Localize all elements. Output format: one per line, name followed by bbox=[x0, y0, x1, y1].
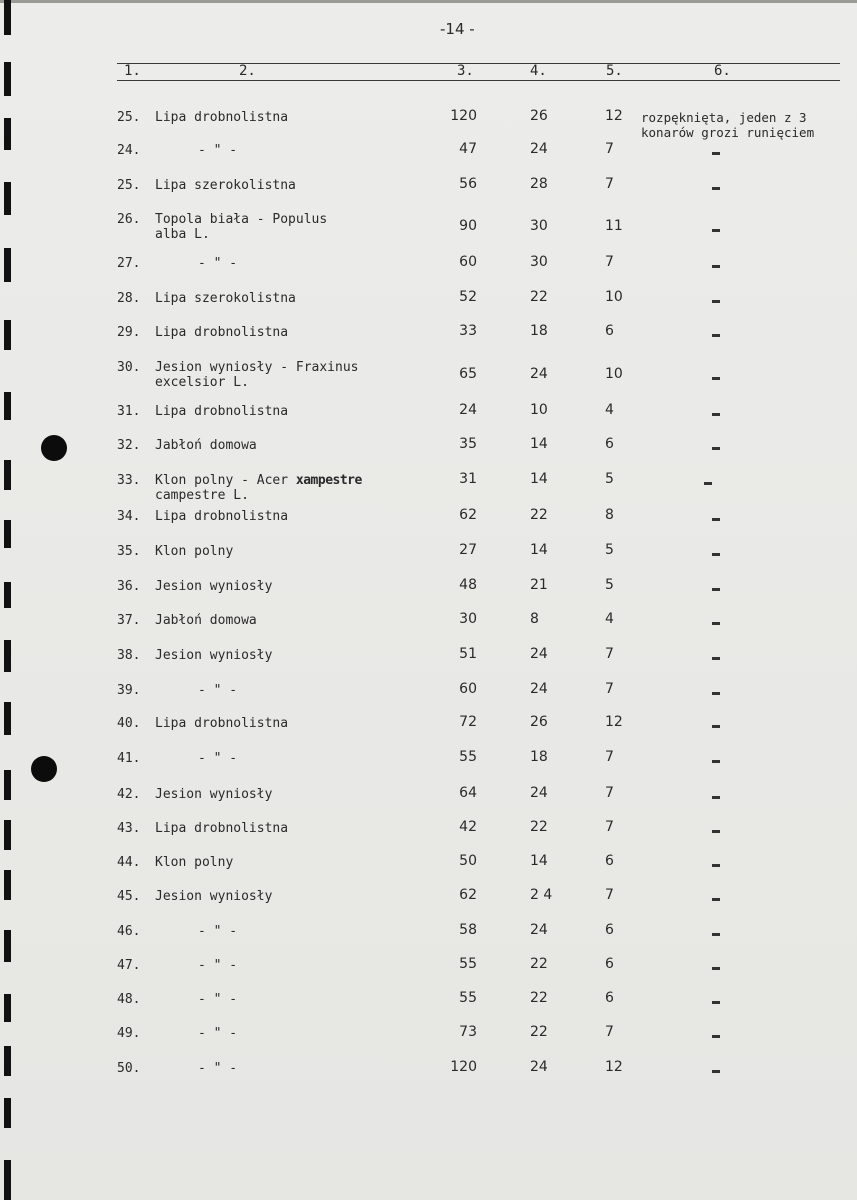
row-number: 50. bbox=[117, 1061, 141, 1076]
tree-name: Lipa szerokolistna bbox=[155, 178, 296, 193]
row-number: 44. bbox=[117, 855, 141, 870]
height-value: 24 bbox=[530, 785, 548, 801]
row-number: 42. bbox=[117, 787, 141, 802]
binding-mark bbox=[4, 820, 11, 850]
crown-value: 12 bbox=[605, 108, 623, 124]
remarks-dash bbox=[712, 553, 720, 556]
diameter-value: 60 bbox=[459, 254, 477, 270]
height-value: 22 bbox=[530, 990, 548, 1006]
height-value: 26 bbox=[530, 108, 548, 124]
height-value: 24 bbox=[530, 922, 548, 938]
binding-mark bbox=[4, 248, 11, 282]
binding-mark bbox=[4, 460, 11, 490]
diameter-value: 120 bbox=[450, 108, 477, 124]
row-number: 36. bbox=[117, 579, 141, 594]
diameter-value: 55 bbox=[459, 990, 477, 1006]
remarks-dash bbox=[712, 377, 720, 380]
row-number: 46. bbox=[117, 924, 141, 939]
tree-name-ditto: - " - bbox=[198, 751, 238, 766]
height-value: 18 bbox=[530, 323, 548, 339]
binding-mark bbox=[4, 702, 11, 735]
tree-name-ditto: - " - bbox=[198, 143, 238, 158]
row-number: 29. bbox=[117, 325, 141, 340]
crown-value: 7 bbox=[605, 749, 614, 765]
remarks-dash bbox=[712, 830, 720, 833]
remarks-dash bbox=[712, 622, 720, 625]
remarks-dash bbox=[704, 482, 712, 485]
diameter-value: 50 bbox=[459, 853, 477, 869]
binding-mark bbox=[4, 392, 11, 420]
height-value: 30 bbox=[530, 218, 548, 234]
binding-mark bbox=[4, 1160, 11, 1200]
remarks-dash bbox=[712, 796, 720, 799]
tree-name: Lipa drobnolistna bbox=[155, 716, 289, 731]
tree-name-ditto: - " - bbox=[198, 256, 238, 271]
diameter-value: 120 bbox=[450, 1059, 477, 1075]
tree-name: Lipa drobnolistna bbox=[155, 404, 289, 419]
crown-value: 12 bbox=[605, 1059, 623, 1075]
binding-mark bbox=[4, 118, 11, 150]
height-value: 24 bbox=[530, 1059, 548, 1075]
height-value: 24 bbox=[530, 681, 548, 697]
crown-value: 12 bbox=[605, 714, 623, 730]
tree-name: Lipa drobnolistna bbox=[155, 821, 289, 836]
diameter-value: 65 bbox=[459, 366, 477, 382]
row-number: 38. bbox=[117, 648, 141, 663]
crown-value: 6 bbox=[605, 853, 614, 869]
diameter-value: 42 bbox=[459, 819, 477, 835]
diameter-value: 27 bbox=[459, 542, 477, 558]
tree-name: Jabłoń domowa bbox=[155, 613, 257, 628]
crown-value: 7 bbox=[605, 681, 614, 697]
crown-value: 6 bbox=[605, 990, 614, 1006]
height-value: 18 bbox=[530, 749, 548, 765]
diameter-value: 30 bbox=[459, 611, 477, 627]
diameter-value: 51 bbox=[459, 646, 477, 662]
tree-name: Klon polny - Acer xampestre campestre L. bbox=[155, 473, 362, 503]
row-number: 34. bbox=[117, 509, 141, 524]
row-number: 37. bbox=[117, 613, 141, 628]
row-number: 39. bbox=[117, 683, 141, 698]
diameter-value: 90 bbox=[459, 218, 477, 234]
row-number: 27. bbox=[117, 256, 141, 271]
remarks-dash bbox=[712, 187, 720, 190]
tree-name: Jesion wyniosły bbox=[155, 579, 273, 594]
binding-mark bbox=[4, 994, 11, 1022]
remarks-dash bbox=[712, 588, 720, 591]
remarks-dash bbox=[712, 300, 720, 303]
column-header-2: 2. bbox=[239, 63, 256, 79]
binding-mark bbox=[4, 520, 11, 548]
punch-hole bbox=[41, 435, 67, 461]
height-value: 14 bbox=[530, 471, 548, 487]
height-value: 24 bbox=[530, 141, 548, 157]
diameter-value: 64 bbox=[459, 785, 477, 801]
row-number: 49. bbox=[117, 1026, 141, 1041]
diameter-value: 60 bbox=[459, 681, 477, 697]
binding-mark bbox=[4, 1046, 11, 1076]
remarks-dash bbox=[712, 725, 720, 728]
row-number: 47. bbox=[117, 958, 141, 973]
crown-value: 7 bbox=[605, 819, 614, 835]
remarks-dash bbox=[712, 760, 720, 763]
height-value: 22 bbox=[530, 956, 548, 972]
height-value: 24 bbox=[530, 646, 548, 662]
diameter-value: 62 bbox=[459, 887, 477, 903]
height-value: 24 bbox=[530, 366, 548, 382]
binding-mark bbox=[4, 182, 11, 215]
tree-name: Jesion wyniosły bbox=[155, 889, 273, 904]
crown-value: 10 bbox=[605, 289, 623, 305]
binding-mark bbox=[4, 640, 11, 672]
tree-name-ditto: - " - bbox=[198, 1061, 238, 1076]
remarks-dash bbox=[712, 413, 720, 416]
column-header-5: 5. bbox=[606, 63, 623, 79]
tree-name: Lipa drobnolistna bbox=[155, 110, 289, 125]
diameter-value: 48 bbox=[459, 577, 477, 593]
height-value: 22 bbox=[530, 289, 548, 305]
binding-mark bbox=[4, 770, 11, 800]
crown-value: 7 bbox=[605, 785, 614, 801]
row-number: 43. bbox=[117, 821, 141, 836]
punch-hole bbox=[31, 756, 57, 782]
crown-value: 4 bbox=[605, 402, 614, 418]
diameter-value: 31 bbox=[459, 471, 477, 487]
tree-name: Topola biała - Populus alba L. bbox=[155, 212, 328, 242]
binding-mark bbox=[4, 870, 11, 900]
header-rule-bottom bbox=[117, 80, 840, 81]
crown-value: 7 bbox=[605, 646, 614, 662]
diameter-value: 73 bbox=[459, 1024, 477, 1040]
tree-name-ditto: - " - bbox=[198, 992, 238, 1007]
crown-value: 7 bbox=[605, 176, 614, 192]
header-rule-top bbox=[117, 63, 840, 64]
binding-mark bbox=[4, 62, 11, 96]
crown-value: 11 bbox=[605, 218, 623, 234]
column-header-6: 6. bbox=[714, 63, 731, 79]
row-number: 30. bbox=[117, 360, 141, 375]
remarks-dash bbox=[712, 657, 720, 660]
binding-mark bbox=[4, 320, 11, 350]
tree-name: Klon polny bbox=[155, 544, 234, 559]
row-number: 25. bbox=[117, 178, 141, 193]
tree-name-ditto: - " - bbox=[198, 683, 238, 698]
column-header-1: 1. bbox=[124, 63, 141, 79]
crown-value: 8 bbox=[605, 507, 614, 523]
height-value: 14 bbox=[530, 542, 548, 558]
row-number: 24. bbox=[117, 143, 141, 158]
remarks-dash bbox=[712, 933, 720, 936]
diameter-value: 52 bbox=[459, 289, 477, 305]
tree-name: Lipa szerokolistna bbox=[155, 291, 296, 306]
row-number: 35. bbox=[117, 544, 141, 559]
diameter-value: 62 bbox=[459, 507, 477, 523]
crown-value: 7 bbox=[605, 887, 614, 903]
diameter-value: 35 bbox=[459, 436, 477, 452]
row-number: 41. bbox=[117, 751, 141, 766]
remarks-dash bbox=[712, 447, 720, 450]
diameter-value: 55 bbox=[459, 749, 477, 765]
crown-value: 10 bbox=[605, 366, 623, 382]
height-value: 2 4 bbox=[530, 887, 553, 903]
diameter-value: 24 bbox=[459, 402, 477, 418]
remarks-dash bbox=[712, 1035, 720, 1038]
crown-value: 6 bbox=[605, 922, 614, 938]
row-number: 48. bbox=[117, 992, 141, 1007]
tree-name: Jabłoń domowa bbox=[155, 438, 257, 453]
remarks-text: rozpęknięta, jeden z 3 konarów grozi runięciem bbox=[641, 110, 815, 140]
crown-value: 7 bbox=[605, 141, 614, 157]
remarks-dash bbox=[712, 898, 720, 901]
tree-name: Lipa drobnolistna bbox=[155, 325, 289, 340]
remarks-dash bbox=[712, 1070, 720, 1073]
diameter-value: 56 bbox=[459, 176, 477, 192]
tree-name: Jesion wyniosły bbox=[155, 787, 273, 802]
crown-value: 5 bbox=[605, 577, 614, 593]
remarks-dash bbox=[712, 334, 720, 337]
column-header-3: 3. bbox=[457, 63, 474, 79]
binding-mark bbox=[4, 582, 11, 608]
column-header-4: 4. bbox=[530, 63, 547, 79]
diameter-value: 47 bbox=[459, 141, 477, 157]
diameter-value: 72 bbox=[459, 714, 477, 730]
tree-name-ditto: - " - bbox=[198, 1026, 238, 1041]
tree-name-ditto: - " - bbox=[198, 924, 238, 939]
diameter-value: 33 bbox=[459, 323, 477, 339]
tree-name: Jesion wyniosły bbox=[155, 648, 273, 663]
remarks-dash bbox=[712, 692, 720, 695]
row-number: 28. bbox=[117, 291, 141, 306]
row-number: 45. bbox=[117, 889, 141, 904]
remarks-dash bbox=[712, 265, 720, 268]
struck-out-word: xampestre bbox=[295, 473, 362, 488]
height-value: 22 bbox=[530, 819, 548, 835]
remarks-dash bbox=[712, 518, 720, 521]
remarks-dash bbox=[712, 1001, 720, 1004]
row-number: 40. bbox=[117, 716, 141, 731]
crown-value: 7 bbox=[605, 1024, 614, 1040]
tree-name: Klon polny bbox=[155, 855, 234, 870]
binding-mark bbox=[4, 0, 11, 35]
row-number: 33. bbox=[117, 473, 141, 488]
tree-name: Lipa drobnolistna bbox=[155, 509, 289, 524]
diameter-value: 58 bbox=[459, 922, 477, 938]
height-value: 10 bbox=[530, 402, 548, 418]
page-number: -14 - bbox=[440, 20, 475, 38]
row-number: 31. bbox=[117, 404, 141, 419]
height-value: 30 bbox=[530, 254, 548, 270]
scan-edge bbox=[0, 0, 857, 3]
crown-value: 5 bbox=[605, 542, 614, 558]
height-value: 22 bbox=[530, 507, 548, 523]
row-number: 25. bbox=[117, 110, 141, 125]
remarks-dash bbox=[712, 229, 720, 232]
crown-value: 7 bbox=[605, 254, 614, 270]
height-value: 28 bbox=[530, 176, 548, 192]
crown-value: 4 bbox=[605, 611, 614, 627]
crown-value: 6 bbox=[605, 436, 614, 452]
height-value: 8 bbox=[530, 611, 539, 627]
remarks-dash bbox=[712, 152, 720, 155]
height-value: 14 bbox=[530, 436, 548, 452]
remarks-dash bbox=[712, 864, 720, 867]
crown-value: 6 bbox=[605, 323, 614, 339]
binding-mark bbox=[4, 930, 11, 962]
tree-name-ditto: - " - bbox=[198, 958, 238, 973]
remarks-dash bbox=[712, 967, 720, 970]
tree-name: Jesion wyniosły - Fraxinus excelsior L. bbox=[155, 360, 359, 390]
height-value: 14 bbox=[530, 853, 548, 869]
height-value: 21 bbox=[530, 577, 548, 593]
diameter-value: 55 bbox=[459, 956, 477, 972]
height-value: 26 bbox=[530, 714, 548, 730]
row-number: 32. bbox=[117, 438, 141, 453]
row-number: 26. bbox=[117, 212, 141, 227]
binding-mark bbox=[4, 1098, 11, 1128]
crown-value: 6 bbox=[605, 956, 614, 972]
height-value: 22 bbox=[530, 1024, 548, 1040]
crown-value: 5 bbox=[605, 471, 614, 487]
